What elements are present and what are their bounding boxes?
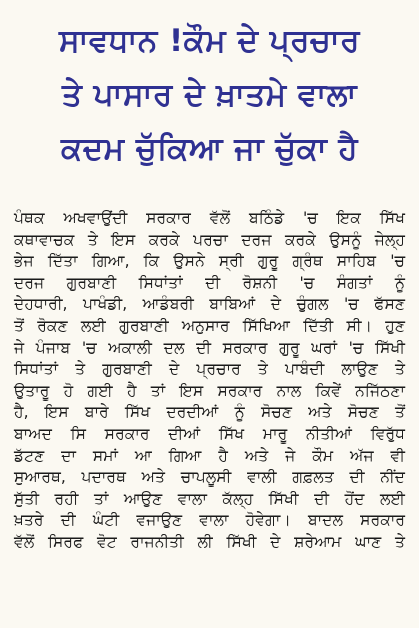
article-line: ਕਥਾਵਾਚਕ ਤੇ ਇਸ ਕਰਕੇ ਪਰਚਾ ਦਰਜ ਕਰਕੇ ਉਸਨੂੰ ਜੇਲ੍ਹ: [14, 230, 405, 249]
article-line: ਹੈ, ਇਸ ਬਾਰੇ ਸਿੱਖ ਦਰਦੀਆਂ ਨੂੰ ਸੋਚਣ ਅਤੇ ਸੋਚਣ ਤੋਂ: [14, 403, 405, 422]
article-line: ਵੱਲੋਂ ਸਿਰਫ ਵੋਟ ਰਾਜਨੀਤੀ ਲੀ ਸਿੱਖੀ ਦੇ ਸ਼ਰੇਆਮ ਘਾਣ ਤੇ: [14, 532, 405, 551]
article-line: ਖ਼ਤਰੇ ਦੀ ਘੰਟੀ ਵਜਾਉਣ ਵਾਲਾ ਹੋਵੇਗਾ। ਬਾਦਲ ਸਰਕਾਰ: [14, 511, 405, 530]
article-body: [14, 208, 405, 554]
article-line: ਜੇ ਪੰਜਾਬ 'ਚ ਅਕਾਲੀ ਦਲ ਦੀ ਸਰਕਾਰ ਗੁਰੂ ਘਰਾਂ 'ਚ ਸਿੱਖੀ: [14, 338, 405, 357]
headline-line: ਕਦਮ ਚੁੱਕਿਆ ਜਾ ਚੁੱਕਾ ਹੈ: [60, 131, 359, 167]
headline-line: ਸਾਵਧਾਨ !ਕੌਮ ਦੇ ਪ੍ਰਚਾਰ: [59, 23, 360, 59]
article-line: ਪੰਥਕ ਅਖਵਾਉਂਦੀ ਸਰਕਾਰ ਵੱਲੋਂ ਬਠਿੰਡੇ 'ਚ ਇਕ ਸਿੱਖ: [14, 209, 405, 227]
headline: [14, 14, 405, 176]
article-line: ਭੇਜ ਦਿੱਤਾ ਗਿਆ, ਕਿ ਉਸਨੇ ਸ੍ਰੀ ਗੁਰੂ ਗ੍ਰੰਥ ਸਾਹਿਬ 'ਚ: [14, 252, 405, 271]
article-line: ਦਰਜ ਗੁਰਬਾਣੀ ਸਿਧਾਂਤਾਂ ਦੀ ਰੋਸ਼ਨੀ 'ਚ ਸੰਗਤਾਂ ਨੂੰ: [14, 273, 405, 292]
article-line: ਬਾਅਦ ਸਿ ਸਰਕਾਰ ਦੀਆਂ ਸਿੱਖ ਮਾਰੂ ਨੀਤੀਆਂ ਵਿਰੁੱਧ: [14, 424, 405, 443]
article-line: ਡੱਟਣ ਦਾ ਸਮਾਂ ਆ ਗਿਆ ਹੈ ਅਤੇ ਜੇ ਕੌਮ ਅੱਜ ਵੀ: [14, 446, 405, 465]
article-line: ਤੋਂ ਰੋਕਣ ਲਈ ਗੁਰਬਾਣੀ ਅਨੁਸਾਰ ਸਿੱਖਿਆ ਦਿੱਤੀ ਸੀ। ਹੁਣ: [14, 316, 405, 335]
article-line: ਉਤਾਰੂ ਹੋ ਗਈ ਹੈ ਤਾਂ ਇਸ ਸਰਕਾਰ ਨਾਲ ਕਿਵੇਂ ਨਜਿੱਠਣਾ: [14, 381, 405, 400]
article-line: ਸੁੱਤੀ ਰਹੀ ਤਾਂ ਆਉਣ ਵਾਲਾ ਕੱਲ੍ਹ ਸਿੱਖੀ ਦੀ ਹੋਂਦ ਲਈ: [14, 489, 405, 508]
headline-line: ਤੇ ਪਾਸਾਰ ਦੇ ਖ਼ਾਤਮੇ ਵਾਲਾ: [61, 77, 358, 113]
article-line: ਸੁਆਰਥ, ਪਦਾਰਥ ਅਤੇ ਚਾਪਲੂਸੀ ਵਾਲੀ ਗਫ਼ਲਤ ਦੀ ਨੀਂਦ: [14, 468, 405, 487]
article-line: ਸਿਧਾਂਤਾਂ ਤੇ ਗੁਰਬਾਣੀ ਦੇ ਪ੍ਰਚਾਰ ਤੇ ਪਾਬੰਦੀ ਲਾਉਣ ਤੇ: [14, 360, 405, 379]
article-line: ਦੇਹਧਾਰੀ, ਪਾਖੰਡੀ, ਆਡੰਬਰੀ ਬਾਬਿਆਂ ਦੇ ਚੁੰਗਲ 'ਚ ਫੱਸਣ: [14, 295, 405, 314]
